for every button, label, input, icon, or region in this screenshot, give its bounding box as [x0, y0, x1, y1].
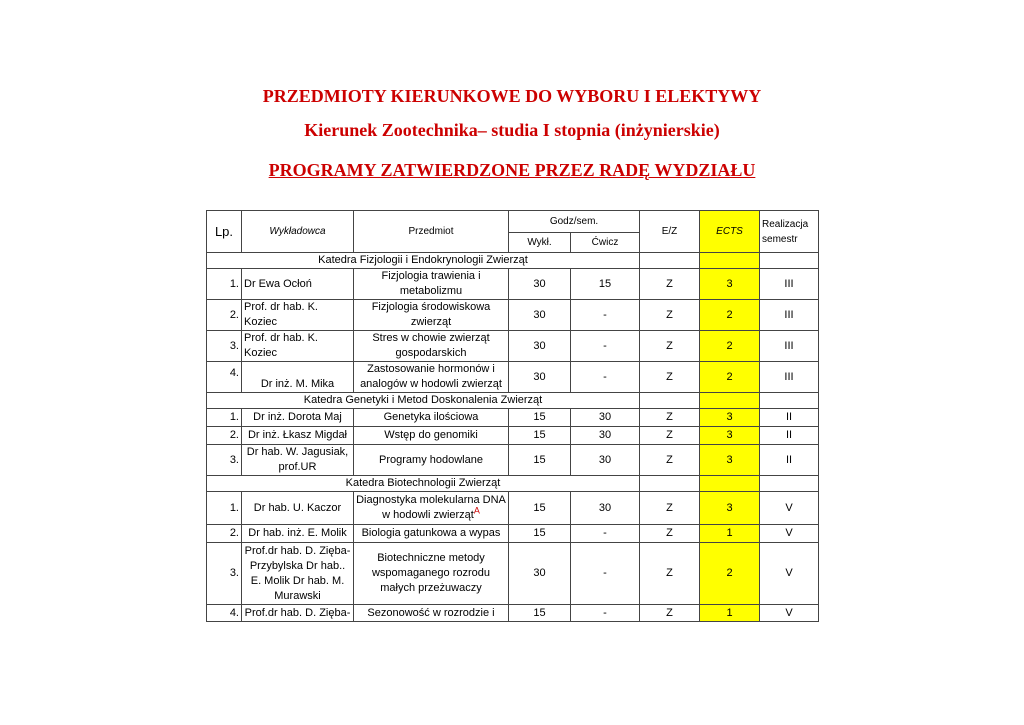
empty-cell: [640, 393, 700, 409]
empty-cell: [760, 393, 819, 409]
katedra-title: Katedra Genetyki i Metod Doskonalenia Zwierząt: [207, 393, 640, 409]
cell-przedmiot: Stres w chowie zwierząt gospodarskich: [354, 331, 509, 362]
cell-wykladowca: Prof. dr hab. K. Koziec: [242, 300, 354, 331]
header-godz: Godz/sem.: [509, 211, 640, 233]
cell-wykl: 30: [509, 300, 571, 331]
header-realizacja: Realizacja semestr: [760, 211, 819, 253]
table-row: [207, 269, 819, 300]
cell-przedmiot: Biologia gatunkowa a wypas: [354, 525, 509, 543]
cell-wykladowca: Dr hab. W. Jagusiak, prof.UR: [242, 445, 354, 476]
cell-lp: 1.: [207, 269, 242, 300]
header-ez: E/Z: [640, 211, 700, 253]
section-genetyki: [207, 393, 819, 476]
cell-wykl: 30: [509, 331, 571, 362]
cell-ez: Z: [640, 427, 700, 445]
cell-przedmiot: [354, 492, 509, 525]
table-row: [207, 427, 819, 445]
cell-ects: 3: [700, 492, 760, 525]
cell-ez: Z: [640, 543, 700, 605]
cell-wykl: 15: [509, 525, 571, 543]
cell-semestr: II: [760, 427, 819, 445]
cell-wykladowca: Prof.dr hab. D. Zięba-: [242, 605, 354, 622]
cell-lp: 3.: [207, 543, 242, 605]
cell-semestr: III: [760, 362, 819, 393]
cell-wykladowca: Prof.dr hab. D. Zięba-Przybylska Dr hab.. E. Molik Dr hab. M. Murawski: [242, 543, 354, 605]
header-cwicz: Ćwicz: [571, 233, 640, 253]
cell-wykl: 30: [509, 543, 571, 605]
cell-ects: 2: [700, 543, 760, 605]
section-biotechnologii: [207, 476, 819, 622]
katedra-title: Katedra Biotechnologii Zwierząt: [207, 476, 640, 492]
cell-cwicz: -: [571, 331, 640, 362]
cell-wykl: 15: [509, 445, 571, 476]
cell-wykl: 15: [509, 605, 571, 622]
cell-ez: Z: [640, 492, 700, 525]
cell-semestr: V: [760, 525, 819, 543]
cell-semestr: II: [760, 409, 819, 427]
cell-lp: 3.: [207, 445, 242, 476]
ects-empty-cell: [700, 393, 760, 409]
cell-semestr: III: [760, 331, 819, 362]
cell-cwicz: -: [571, 525, 640, 543]
empty-cell: [640, 476, 700, 492]
header-wykladowca: Wykładowca: [242, 211, 354, 253]
cell-wykladowca: Dr inż. Łkasz Migdał: [242, 427, 354, 445]
cell-wykl: 30: [509, 362, 571, 393]
cell-ez: Z: [640, 605, 700, 622]
cell-semestr: V: [760, 492, 819, 525]
cell-wykladowca: Prof. dr hab. K. Koziec: [242, 331, 354, 362]
katedra-title: Katedra Fizjologii i Endokrynologii Zwierząt: [207, 253, 640, 269]
cell-ects: 2: [700, 300, 760, 331]
table-row: [207, 331, 819, 362]
table-row: [207, 445, 819, 476]
cell-lp: 4.: [207, 605, 242, 622]
cell-semestr: II: [760, 445, 819, 476]
cell-wykladowca: Dr Ewa Ocłoń: [242, 269, 354, 300]
cell-ez: Z: [640, 331, 700, 362]
ects-empty-cell: [700, 476, 760, 492]
cell-ects: 2: [700, 362, 760, 393]
ects-empty-cell: [700, 253, 760, 269]
przedmiot-superscript: A: [473, 505, 480, 516]
cell-ez: Z: [640, 300, 700, 331]
cell-ects: 3: [700, 269, 760, 300]
header-przedmiot: Przedmiot: [354, 211, 509, 253]
cell-semestr: III: [760, 300, 819, 331]
cell-ez: Z: [640, 269, 700, 300]
cell-semestr: V: [760, 543, 819, 605]
cell-ez: Z: [640, 409, 700, 427]
cell-przedmiot: Biotechniczne metody wspomaganego rozrodu małych przeżuwaczy: [354, 543, 509, 605]
empty-cell: [640, 253, 700, 269]
cell-wykl: 15: [509, 492, 571, 525]
table-row: [207, 409, 819, 427]
cell-przedmiot: Zastosowanie hormonów i analogów w hodowli zwierząt: [354, 362, 509, 393]
document-subtitle: Kierunek Zootechnika– studia I stopnia (inżynierskie): [304, 120, 720, 140]
cell-wykladowca: Dr inż. Dorota Maj: [242, 409, 354, 427]
cell-ects: 3: [700, 427, 760, 445]
cell-cwicz: 30: [571, 409, 640, 427]
cell-lp: 2.: [207, 427, 242, 445]
cell-ects: 3: [700, 445, 760, 476]
cell-lp: 1.: [207, 492, 242, 525]
cell-przedmiot: Sezonowość w rozrodzie i: [354, 605, 509, 622]
cell-przedmiot: Fizjologia środowiskowa zwierząt: [354, 300, 509, 331]
cell-wykl: 15: [509, 427, 571, 445]
przedmiot-text: Diagnostyka molekularna DNA w hodowli zwierząt: [356, 494, 506, 521]
empty-cell: [760, 476, 819, 492]
cell-cwicz: -: [571, 543, 640, 605]
cell-semestr: V: [760, 605, 819, 622]
cell-semestr: III: [760, 269, 819, 300]
cell-ez: Z: [640, 445, 700, 476]
cell-cwicz: 30: [571, 492, 640, 525]
document-heading: PROGRAMY ZATWIERDZONE PRZEZ RADĘ WYDZIAŁU: [268, 160, 756, 180]
cell-ects: 3: [700, 409, 760, 427]
cell-lp: 3.: [207, 331, 242, 362]
empty-cell: [760, 253, 819, 269]
cell-przedmiot: Genetyka ilościowa: [354, 409, 509, 427]
cell-cwicz: -: [571, 605, 640, 622]
cell-przedmiot: Wstęp do genomiki: [354, 427, 509, 445]
cell-wykl: 15: [509, 409, 571, 427]
table-row: [207, 543, 819, 605]
cell-lp: 2.: [207, 525, 242, 543]
table-row: [207, 605, 819, 622]
section-fizjologii: [207, 253, 819, 393]
cell-ects: 1: [700, 525, 760, 543]
cell-cwicz: -: [571, 362, 640, 393]
table-row: [207, 525, 819, 543]
cell-lp: 2.: [207, 300, 242, 331]
cell-ects: 2: [700, 331, 760, 362]
cell-wykl: 30: [509, 269, 571, 300]
document-title: PRZEDMIOTY KIERUNKOWE DO WYBORU I ELEKTYWY: [262, 86, 762, 106]
cell-przedmiot: Programy hodowlane: [354, 445, 509, 476]
table-row: [207, 492, 819, 525]
cell-wykladowca: Dr hab. U. Kaczor: [242, 492, 354, 525]
cell-lp: 4.: [207, 362, 242, 393]
courses-table: [206, 210, 819, 622]
cell-wykladowca: Dr inż. M. Mika: [242, 362, 354, 393]
table-row: [207, 300, 819, 331]
cell-przedmiot: Fizjologia trawienia i metabolizmu: [354, 269, 509, 300]
cell-ez: Z: [640, 525, 700, 543]
header-ects: ECTS: [700, 211, 760, 253]
cell-lp: 1.: [207, 409, 242, 427]
cell-cwicz: 15: [571, 269, 640, 300]
cell-ez: Z: [640, 362, 700, 393]
cell-cwicz: 30: [571, 427, 640, 445]
table-row: [207, 362, 819, 393]
cell-cwicz: -: [571, 300, 640, 331]
cell-ects: 1: [700, 605, 760, 622]
header-lp: Lp.: [207, 211, 242, 253]
header-wykl: Wykł.: [509, 233, 571, 253]
cell-cwicz: 30: [571, 445, 640, 476]
cell-wykladowca: Dr hab. inż. E. Molik: [242, 525, 354, 543]
